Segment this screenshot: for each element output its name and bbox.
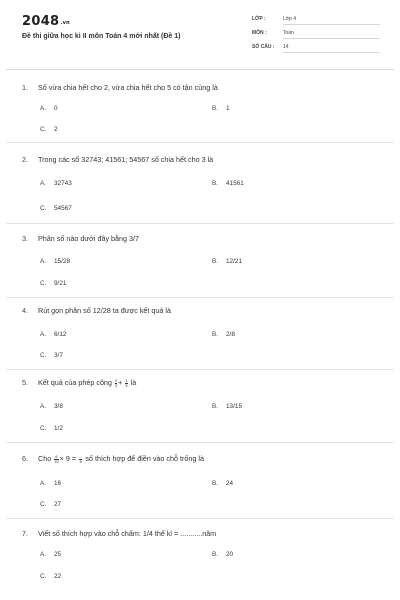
option-b[interactable]: [212, 331, 235, 338]
option-b[interactable]: [212, 403, 242, 410]
option-letter: C.: [40, 280, 47, 287]
option-value: 1/2: [54, 425, 63, 432]
option-value: 54567: [54, 205, 72, 212]
option-b[interactable]: [212, 551, 233, 558]
question-number: 6.: [22, 454, 28, 463]
option-value: 15/28: [54, 258, 70, 265]
option-c[interactable]: [40, 352, 63, 359]
option-value: 20: [226, 551, 234, 558]
question-stem: Rút gọn phân số 12/28 ta được kết quả là: [38, 306, 172, 315]
option-a[interactable]: [40, 180, 72, 187]
meta-count-key: SỐ CÂU :: [252, 44, 275, 50]
option-letter: C.: [40, 573, 47, 580]
question-text: [22, 155, 213, 164]
fraction: [115, 379, 117, 388]
option-value: 16: [54, 480, 62, 487]
fraction-denominator: 15: [54, 458, 59, 464]
question-stem: Trong các số 32743; 41561; 54567 số chia hết cho 3 là: [38, 155, 214, 164]
option-letter: A.: [40, 180, 47, 187]
question-text: [22, 529, 216, 538]
option-c[interactable]: [40, 126, 58, 133]
option-value: 25: [54, 551, 62, 558]
question-text: [22, 83, 218, 92]
option-value: 27: [54, 501, 62, 508]
question-divider: [6, 142, 394, 143]
option-value: 9/21: [54, 280, 67, 287]
option-letter: B.: [212, 258, 219, 265]
option-value: 6/12: [54, 331, 67, 338]
question-number: 4.: [22, 306, 28, 315]
option-a[interactable]: [40, 480, 61, 487]
meta-subject-key: MÔN :: [252, 30, 267, 36]
question-number: 2.: [22, 155, 28, 164]
option-letter: B.: [212, 105, 219, 112]
option-value: 2: [54, 126, 58, 133]
operator: +: [118, 378, 123, 387]
option-letter: A.: [40, 403, 47, 410]
fraction-denominator: 5: [79, 458, 82, 464]
question-number: 3.: [22, 234, 28, 243]
option-value: 22: [54, 573, 62, 580]
fraction-denominator: 3: [114, 382, 118, 388]
question-text: [22, 378, 136, 388]
question-stem-end: là: [130, 378, 137, 387]
option-value: 2/8: [226, 331, 235, 338]
option-a[interactable]: [40, 105, 58, 112]
option-value: 1: [226, 105, 230, 112]
meta-class: [252, 14, 380, 25]
option-letter: A.: [40, 105, 47, 112]
exam-title: Đề thi giữa học kì II môn Toán 4 mới nhất (Đề 1): [22, 33, 181, 40]
option-letter: C.: [40, 205, 47, 212]
header-divider: [6, 69, 394, 70]
fraction-numerator: 8: [55, 453, 58, 459]
meta-underline: [283, 52, 380, 53]
option-letter: B.: [212, 551, 219, 558]
option-c[interactable]: [40, 205, 72, 212]
question-number: 1.: [22, 83, 28, 92]
option-letter: B.: [212, 480, 219, 487]
question-text: [22, 306, 171, 315]
question-stem: Phân số nào dưới đây bằng 3/7: [38, 234, 140, 243]
fraction: [54, 455, 58, 464]
meta-count-value: 14: [283, 44, 289, 50]
meta-subject: [252, 28, 380, 39]
site-logo[interactable]: [22, 14, 70, 29]
question-stem: Cho: [38, 454, 52, 463]
option-letter: C.: [40, 425, 47, 432]
option-c[interactable]: [40, 573, 61, 580]
option-letter: C.: [40, 126, 47, 133]
option-b[interactable]: [212, 258, 242, 265]
option-value: 0: [54, 105, 58, 112]
fraction-numerator: 1: [125, 377, 128, 383]
option-letter: B.: [212, 331, 219, 338]
option-c[interactable]: [40, 280, 66, 287]
logo-suffix: .vn: [60, 20, 71, 26]
option-value: 32743: [54, 180, 72, 187]
option-value: 12/21: [226, 258, 242, 265]
exam-header: [0, 0, 400, 62]
question-divider: [6, 369, 394, 370]
option-value: 13/15: [226, 403, 242, 410]
option-letter: A.: [40, 480, 47, 487]
question-number: 5.: [22, 378, 28, 387]
question-stem: Viết số thích hợp vào chỗ chấm: 1/4 thế kỉ = ...........năm: [38, 529, 217, 538]
option-c[interactable]: [40, 501, 61, 508]
fraction: [79, 455, 82, 464]
option-c[interactable]: [40, 425, 63, 432]
meta-count: [252, 42, 380, 53]
option-a[interactable]: [40, 331, 66, 338]
question-text: [22, 234, 139, 243]
operator: × 9 =: [59, 454, 77, 463]
question-stem-end: số thích hợp để điền vào chỗ trống là: [85, 454, 204, 463]
option-letter: B.: [212, 180, 219, 187]
option-value: 3/8: [54, 403, 63, 410]
meta-class-key: LỚP :: [252, 16, 266, 22]
option-letter: A.: [40, 551, 47, 558]
option-letter: A.: [40, 331, 47, 338]
question-number: 7.: [22, 529, 28, 538]
logo-main: 2048: [22, 14, 60, 29]
meta-subject-value: Toán: [283, 30, 294, 36]
question-divider: [6, 223, 394, 224]
question-text: [22, 454, 204, 464]
question-stem: Kết quả của phép cộng: [38, 378, 112, 387]
option-b[interactable]: [212, 180, 244, 187]
option-letter: C.: [40, 501, 47, 508]
option-value: 3/7: [54, 352, 63, 359]
option-b[interactable]: [212, 480, 233, 487]
fraction-denominator: 5: [125, 382, 128, 388]
question-divider: [6, 297, 394, 298]
meta-underline: [283, 24, 380, 25]
fraction-numerator: 2: [114, 377, 118, 383]
option-b[interactable]: [212, 105, 230, 112]
question-divider: [6, 442, 394, 443]
question-stem: Số vừa chia hết cho 2, vừa chia hết cho 5 có tận cùng là: [38, 83, 218, 92]
option-letter: A.: [40, 258, 47, 265]
option-a[interactable]: [40, 403, 63, 410]
fraction: [125, 379, 127, 388]
fraction-numerator: ...: [79, 453, 83, 459]
option-a[interactable]: [40, 258, 70, 265]
question-divider: [6, 518, 394, 519]
meta-underline: [283, 38, 380, 39]
option-letter: B.: [212, 403, 219, 410]
option-value: 24: [226, 480, 234, 487]
meta-class-value: Lớp 4: [283, 16, 297, 22]
option-a[interactable]: [40, 551, 61, 558]
option-value: 41561: [226, 180, 244, 187]
option-letter: C.: [40, 352, 47, 359]
